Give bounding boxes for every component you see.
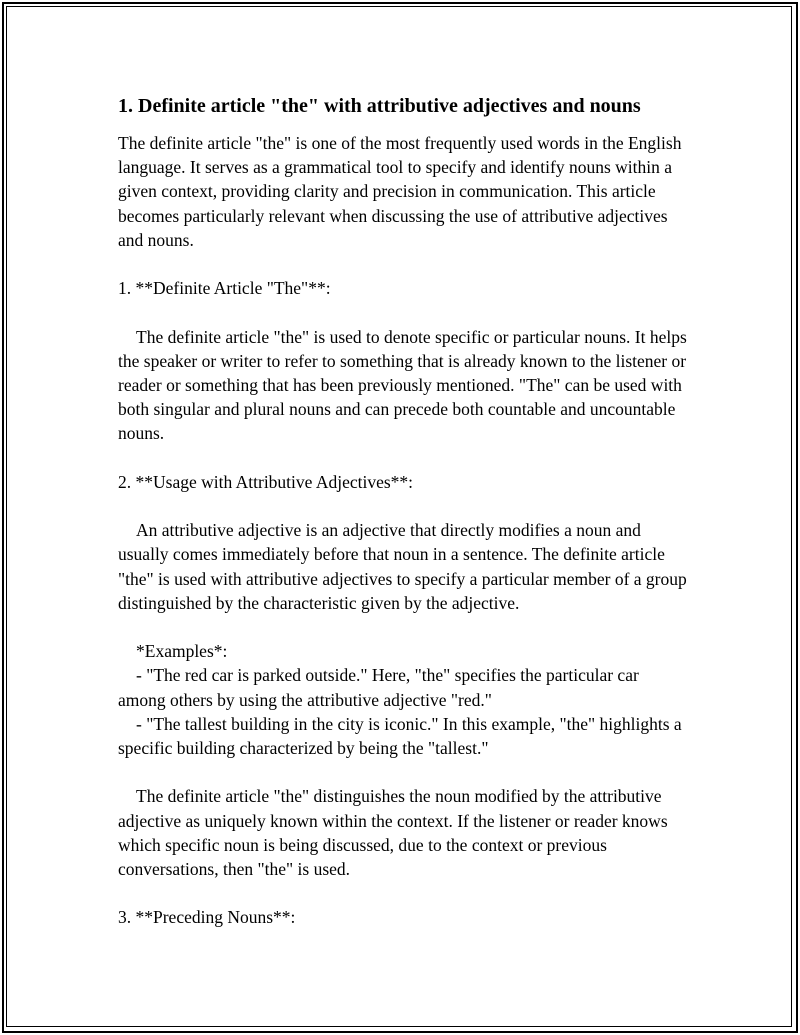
example-1: - "The red car is parked outside." Here, "the" specifies the particular car among others by using the attributive adjective "red."	[118, 665, 644, 710]
section-3-heading: 3. **Preceding Nouns**:	[118, 907, 296, 928]
paragraph-gap	[118, 252, 688, 276]
example-2: - "The tallest building in the city is iconic." In this example, "the" highlights a specific building characterized by being the "tallest."	[118, 713, 687, 758]
examples-label: *Examples*:	[136, 641, 228, 662]
intro-paragraph: The definite article "the" is one of the most frequently used words in the English language. It serves as a grammatical tool to specify and identify nouns within a given context, providing clarity and precision in communication. This article becomes particularly relevant when discussing the use of attributive adjectives and nouns.	[118, 133, 686, 250]
section-2-heading: 2. **Usage with Attributive Adjectives**:	[118, 471, 414, 492]
section-2-body: An attributive adjective is an adjective that directly modifies a noun and usually comes immediately before that noun in a sentence. The definite article "the" is used with attributive adjectives to specify a particular member of a group distinguished by the characteristic given by the adjective.	[118, 520, 692, 613]
paragraph-gap	[118, 615, 688, 639]
paragraph-gap	[118, 446, 688, 470]
document-title: 1. Definite article "the" with attributive adjectives and nouns	[118, 95, 641, 117]
paragraph-gap	[118, 760, 688, 784]
paragraph-gap	[118, 300, 688, 324]
document-body	[118, 94, 692, 930]
section-2-closing: The definite article "the" distinguishes the noun modified by the attributive adjective as uniquely known within the context. If the listener or reader knows which specific noun is being discussed, due to the context or previous conversations, then "the" is used.	[118, 786, 673, 879]
section-1-body: The definite article "the" is used to denote specific or particular nouns. It helps the speaker or writer to refer to something that is already known to the listener or reader or something that has been previously mentioned. "The" can be used with both singular and plural nouns and can precede both countable and uncountable nouns.	[118, 326, 692, 444]
section-1-heading: 1. **Definite Article "The"**:	[118, 278, 331, 299]
paragraph-gap	[118, 494, 688, 518]
paragraph-gap	[118, 881, 688, 905]
